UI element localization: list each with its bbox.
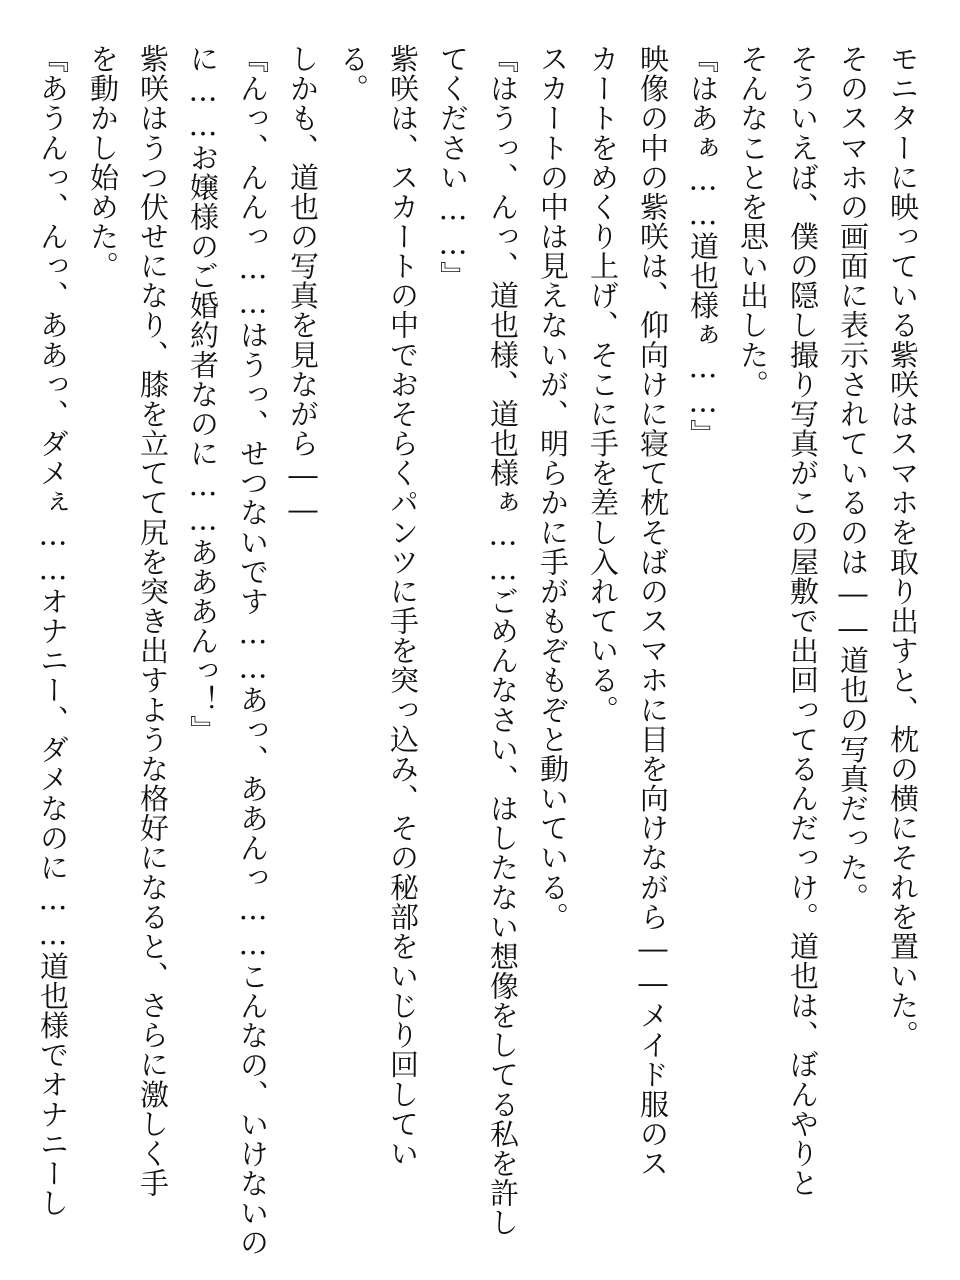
text-line: 『あうんっ、んっ、ああっ、ダメぇ……オナニー、ダメなのに……道也様でオナニーし bbox=[36, 44, 70, 1218]
text-line: そういえば、僕の隠し撮り写真がこの屋敷で出回ってるんだっけ。道也は、ぼんやりと bbox=[786, 44, 820, 1198]
text-line: モニターに映っている紫咲はスマホを取り出すと、枕の横にそれを置いた。 bbox=[886, 44, 920, 1050]
text-line: 『はうっ、んっ、道也様、道也様ぁ……ごめんなさい、はしたない想像をしてる私を許し bbox=[486, 44, 520, 1238]
text-line: に……お嬢様のご婚約者なのに……あああんっ！』 bbox=[186, 44, 220, 745]
text-line: を動かし始めた。 bbox=[86, 44, 120, 281]
vertical-text-column bbox=[28, 44, 928, 1258]
text-line: る。 bbox=[336, 44, 370, 104]
text-line: 『んっ、んんっ……はうっ、せつないです……あっ、ああんっ……こんなの、いけないの bbox=[236, 44, 270, 1258]
text-line: 映像の中の紫咲は、仰向けに寝て枕そばのスマホに目を向けながら――メイド服のス bbox=[636, 44, 670, 1179]
text-line: 『はあぁ……道也様ぁ……』 bbox=[686, 44, 720, 449]
text-line: しかも、道也の写真を見ながら―― bbox=[286, 44, 320, 528]
text-line: 紫咲は、スカートの中でおそらくパンツに手を突っ込み、その秘部をいじり回してい bbox=[386, 44, 420, 1169]
text-line: てください……』 bbox=[436, 44, 470, 291]
text-line: そんなことを思い出した。 bbox=[736, 44, 770, 399]
text-line: スカートの中は見えないが、明らかに手がもぞもぞと動いている。 bbox=[536, 44, 570, 932]
text-line: そのスマホの画面に表示されているのは――道也の写真だった。 bbox=[836, 44, 870, 912]
text-line: カートをめくり上げ、そこに手を差し入れている。 bbox=[586, 44, 620, 725]
text-line: 紫咲はうつ伏せになり、膝を立てて尻を突き出すような格好になると、さらに激しく手 bbox=[136, 44, 170, 1198]
